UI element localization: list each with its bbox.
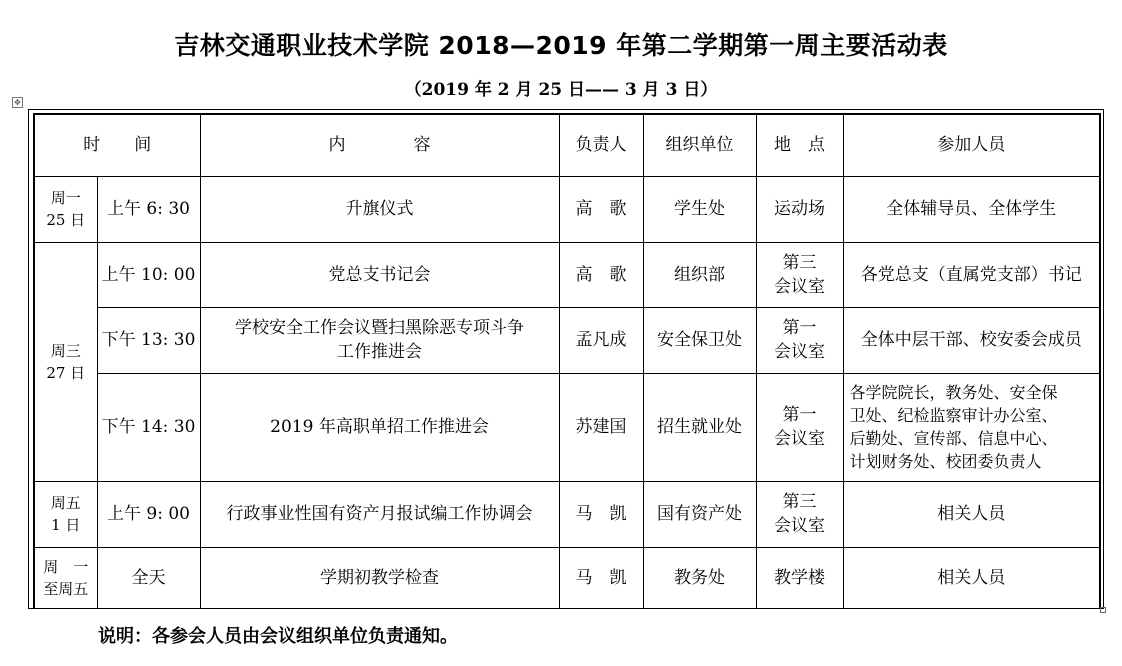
row-place: 第三 会议室 xyxy=(756,242,843,307)
row-leader: 马 凯 xyxy=(559,547,643,609)
day-wednesday: 周三 27 日 xyxy=(34,242,97,481)
row-leader: 苏建国 xyxy=(559,373,643,481)
row-leader: 孟凡成 xyxy=(559,307,643,373)
row-participants: 全体中层干部、校安委会成员 xyxy=(843,307,1100,373)
header-place: 地 点 xyxy=(756,114,843,176)
row-time: 上午 9: 00 xyxy=(97,481,200,547)
activity-table xyxy=(33,113,1101,609)
table-move-handle-icon[interactable]: ✥ xyxy=(12,97,23,108)
date-range: （2019 年 2 月 25 日—— 3 月 3 日） xyxy=(404,80,718,100)
header-row xyxy=(34,114,1100,176)
row-org: 招生就业处 xyxy=(643,373,756,481)
row-time: 下午 14: 30 xyxy=(97,373,200,481)
table-row xyxy=(34,307,1100,373)
row-org: 国有资产处 xyxy=(643,481,756,547)
row-time: 下午 13: 30 xyxy=(97,307,200,373)
row-place: 教学楼 xyxy=(756,547,843,609)
row-org: 组织部 xyxy=(643,242,756,307)
table-resize-handle-icon[interactable] xyxy=(1100,607,1106,613)
row-content: 学期初教学检查 xyxy=(200,547,559,609)
table-row xyxy=(34,242,1100,307)
day-friday: 周五 1 日 xyxy=(34,481,97,547)
header-time: 时 间 xyxy=(34,114,200,176)
row-place: 第三 会议室 xyxy=(756,481,843,547)
row-place: 第一 会议室 xyxy=(756,373,843,481)
row-participants: 相关人员 xyxy=(843,481,1100,547)
row-participants: 各学院院长，教务处、安全保 卫处、纪检监察审计办公室、 后勤处、宣传部、信息中心、 计划财务处、校团委负责人 xyxy=(843,373,1100,481)
header-participants: 参加人员 xyxy=(843,114,1100,176)
row-participants: 全体辅导员、全体学生 xyxy=(843,176,1100,242)
page-title: 吉林交通职业技术学院 2018—2019 年第二学期第一周主要活动表 xyxy=(174,31,948,60)
row-time: 全天 xyxy=(97,547,200,609)
table-row xyxy=(34,373,1100,481)
row-place: 第一 会议室 xyxy=(756,307,843,373)
row-leader: 高 歌 xyxy=(559,176,643,242)
row-place: 运动场 xyxy=(756,176,843,242)
day-mon-to-fri: 周 一 至周五 xyxy=(34,547,97,609)
table-row xyxy=(34,176,1100,242)
row-time: 上午 6: 30 xyxy=(97,176,200,242)
row-content: 升旗仪式 xyxy=(200,176,559,242)
row-content: 党总支书记会 xyxy=(200,242,559,307)
header-content: 内 容 xyxy=(200,114,559,176)
footnote: 说明：各参会人员由会议组织单位负责通知。 xyxy=(98,626,458,647)
row-participants: 各党总支（直属党支部）书记 xyxy=(843,242,1100,307)
row-org: 安全保卫处 xyxy=(643,307,756,373)
row-org: 教务处 xyxy=(643,547,756,609)
row-leader: 高 歌 xyxy=(559,242,643,307)
row-content: 2019 年高职单招工作推进会 xyxy=(200,373,559,481)
table-row xyxy=(34,547,1100,609)
row-participants: 相关人员 xyxy=(843,547,1100,609)
header-leader: 负责人 xyxy=(559,114,643,176)
row-content: 行政事业性国有资产月报试编工作协调会 xyxy=(200,481,559,547)
day-monday: 周一 25 日 xyxy=(34,176,97,242)
row-content: 学校安全工作会议暨扫黑除恶专项斗争 工作推进会 xyxy=(200,307,559,373)
header-org: 组织单位 xyxy=(643,114,756,176)
row-leader: 马 凯 xyxy=(559,481,643,547)
row-time: 上午 10: 00 xyxy=(97,242,200,307)
row-org: 学生处 xyxy=(643,176,756,242)
table-row xyxy=(34,481,1100,547)
